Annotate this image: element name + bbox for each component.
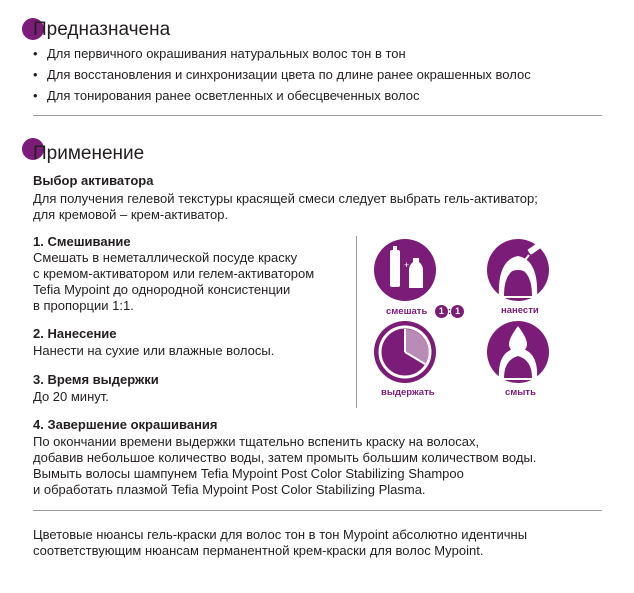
ratio-left-badge: 1 <box>435 305 448 318</box>
mix-icon <box>373 238 437 302</box>
mix-label-row <box>386 305 464 318</box>
vertical-divider <box>356 236 357 408</box>
apply-label: нанести <box>501 305 539 316</box>
step-text: До 20 минут. <box>33 389 109 404</box>
step-text: добавив небольшое количество воды, затем промыть большим количеством воды. <box>33 450 537 465</box>
rinse-drop-icon <box>486 320 550 384</box>
step-text: Смешать в неметаллической посуде краску <box>33 250 298 265</box>
list-item <box>33 46 406 61</box>
step-text: По окончании времени выдержки тщательно вспенить краску на волосах, <box>33 434 480 449</box>
step-heading: 1. Смешивание <box>33 234 131 249</box>
step-text: Tefia Mypoint до однородной консистенции <box>33 282 291 297</box>
step-heading: 3. Время выдержки <box>33 372 159 387</box>
list-item-text: Для первичного окрашивания натуральных волос тон в тон <box>47 46 406 61</box>
section-title-usage: Применение <box>33 143 145 164</box>
list-item <box>33 67 531 82</box>
bullet-icon: • <box>33 88 38 103</box>
activator-heading: Выбор активатора <box>33 173 154 188</box>
bullet-icon: • <box>33 46 38 61</box>
mix-label: смешать <box>386 306 428 318</box>
timer-icon <box>373 320 437 384</box>
activator-text: для кремовой – крем-активатор. <box>33 207 229 222</box>
ratio-right-badge: 1 <box>451 305 464 318</box>
list-item <box>33 88 419 103</box>
list-item-text: Для тонирования ранее осветленных и обесцвеченных волос <box>47 88 420 103</box>
step-heading: 2. Нанесение <box>33 326 117 341</box>
bullet-icon: • <box>33 67 38 82</box>
list-item-text: Для восстановления и синхронизации цвета по длине ранее окрашенных волос <box>47 67 531 82</box>
svg-text:+: + <box>404 260 410 270</box>
step-text: Вымыть волосы шампунем Tefia Mypoint Post Color Stabilizing Shampoo <box>33 466 464 481</box>
step-heading: 4. Завершение окрашивания <box>33 417 218 432</box>
step-text: в пропорции 1:1. <box>33 298 134 313</box>
divider <box>33 115 602 116</box>
footer-text: соответствующим нюансам перманентной крем-краски для волос Mypoint. <box>33 543 484 558</box>
rinse-label: смыть <box>505 387 536 398</box>
activator-text: Для получения гелевой текстуры красящей смеси следует выбрать гель-активатор; <box>33 191 538 206</box>
wait-label: выдержать <box>381 387 435 398</box>
apply-brush-icon <box>486 238 550 302</box>
step-text: Нанести на сухие или влажные волосы. <box>33 343 275 358</box>
section-title-purpose: Предназначена <box>33 19 171 40</box>
footer-text: Цветовые нюансы гель-краски для волос тон в тон Mypoint абсолютно идентичны <box>33 527 528 542</box>
step-text: с кремом-активатором или гелем-активатором <box>33 266 315 281</box>
ratio-separator: : <box>447 306 452 318</box>
divider <box>33 510 602 511</box>
step-text: и обработать плазмой Tefia Mypoint Post Color Stabilizing Plasma. <box>33 482 426 497</box>
